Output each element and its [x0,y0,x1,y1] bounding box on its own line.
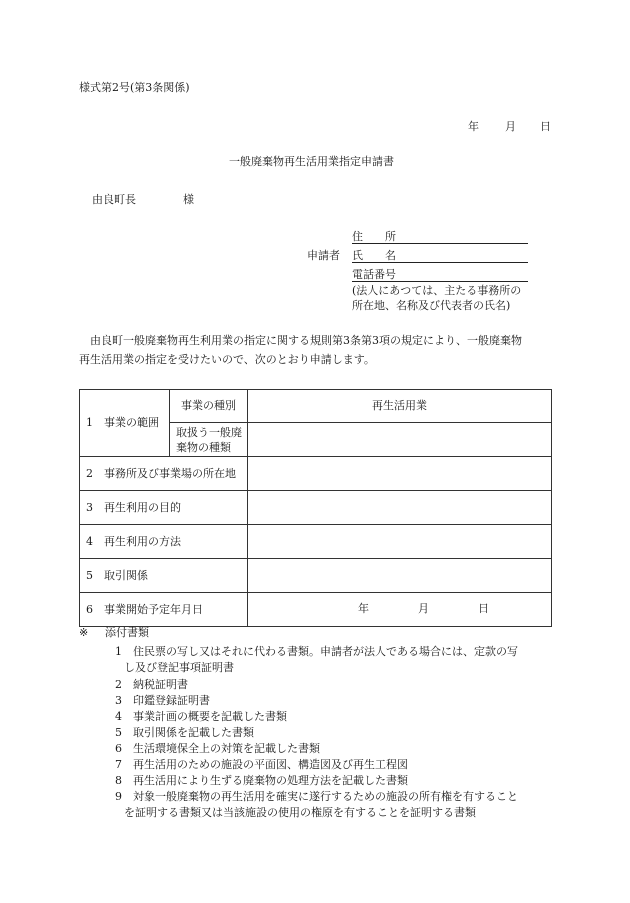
table-row [80,491,552,525]
business-type-label: 事業の種別 [170,390,248,423]
table-row [80,593,552,627]
waste-type-label-line-2: 棄物の種類 [176,440,231,454]
start-date-day: 日 [478,602,489,615]
date-month-label: 月 [505,120,516,133]
recycling-purpose-input[interactable] [248,491,552,525]
date-year-label: 年 [468,120,479,133]
addressee-honorific: 様 [183,193,194,206]
start-date-input[interactable] [248,593,552,627]
list-item: 5 取引関係を記載した書類 [115,726,254,739]
table-row [80,390,552,423]
phone-label: 電話番号 [352,268,396,281]
recycling-method-input[interactable] [248,525,552,559]
address-field[interactable] [352,243,528,244]
start-date-month: 月 [418,602,429,615]
body-text-line-1: 由良町一般廃棄物再生利用業の指定に関する規則第3条第3項の規定により、一般廃棄物 [90,334,522,347]
addressee-name: 由良町長 [92,193,136,206]
waste-type-label-line-1: 取扱う一般廃 [176,425,242,439]
attachments-heading: 添付書類 [105,626,149,639]
table-row [80,525,552,559]
address-label: 住 所 [352,230,396,243]
waste-type-label [170,423,248,457]
waste-type-input[interactable] [248,423,552,457]
list-item: 2 納税証明書 [115,678,188,691]
start-date-label: 6 事業開始予定年月日 [80,593,248,627]
corporate-note-line-2: 所在地、名称及び代表者の氏名) [352,299,511,312]
table-row [80,559,552,593]
name-label: 氏 名 [352,249,396,262]
table-row [80,457,552,491]
list-item: 4 事業計画の概要を記載した書類 [115,710,287,723]
trade-relations-label: 5 取引関係 [80,559,248,593]
list-item: を証明する書類又は当該施設の使用の権原を有することを証明する書類 [124,806,476,819]
list-item: 8 再生活用により生ずる廃棄物の処理方法を記載した書類 [115,774,408,787]
office-location-input[interactable] [248,457,552,491]
recycling-purpose-label: 3 再生利用の目的 [80,491,248,525]
applicant-label: 申請者 [307,249,340,262]
document-title: 一般廃棄物再生活用業指定申請書 [229,155,394,168]
body-text-line-2: 再生活用業の指定を受けたいので、次のとおり申請します。 [79,353,375,366]
name-field[interactable] [352,262,528,263]
trade-relations-input[interactable] [248,559,552,593]
list-item: 7 再生活用のための施設の平面図、構造図及び再生工程図 [115,758,408,771]
phone-field[interactable] [352,281,528,282]
business-type-value: 再生活用業 [248,390,552,423]
date-day-label: 日 [540,120,551,133]
application-table [79,389,552,627]
office-location-label: 2 事務所及び事業場の所在地 [80,457,248,491]
recycling-method-label: 4 再生利用の方法 [80,525,248,559]
start-date-year: 年 [358,602,369,615]
business-scope-label: 1 事業の範囲 [80,390,170,457]
corporate-note-line-1: (法人にあつては、主たる事務所の [352,284,522,297]
form-number: 様式第2号(第3条関係) [79,81,190,94]
list-item: 1 住民票の写し又はそれに代わる書類。申請者が法人である場合には、定款の写 [115,645,518,658]
attachments-mark: ※ [79,626,89,639]
list-item: し及び登記事項証明書 [124,661,234,674]
list-item: 9 対象一般廃棄物の再生活用を確実に遂行するための施設の所有権を有すること [115,790,518,803]
list-item: 3 印鑑登録証明書 [115,694,210,707]
list-item: 6 生活環境保全上の対策を記載した書類 [115,742,320,755]
